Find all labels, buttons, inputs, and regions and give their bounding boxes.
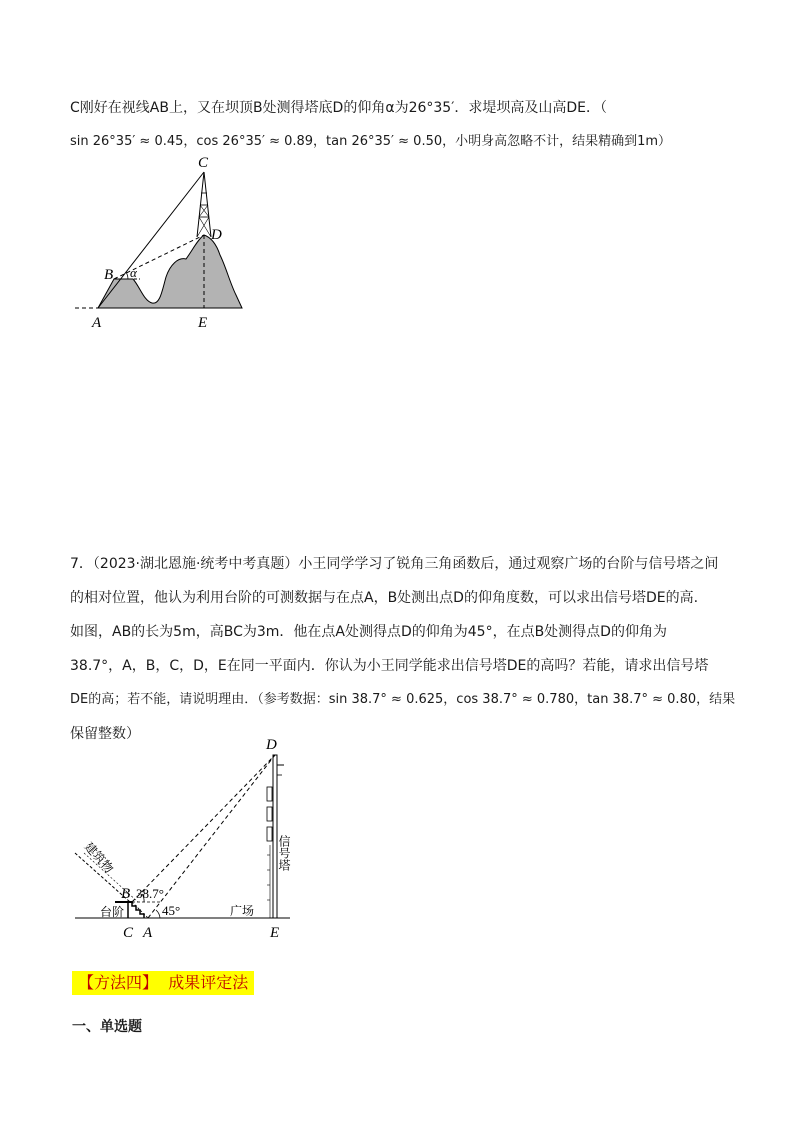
section-open-bracket: 【 [78,973,95,992]
section-method: 方法四 [94,973,143,992]
label-a: A [92,315,102,331]
problem6-figure [70,155,270,335]
label-d: D [266,737,277,753]
section-heading [72,971,254,995]
label-square: 广场 [230,904,255,918]
label-tower: 信号塔 [277,835,291,871]
problem7-line4: 38.7°，A，B，C，D，E在同一平面内．你认为小王同学能求出信号塔DE的高吗？若能，请求出信号塔 [70,658,709,674]
section-title: 成果评定法 [168,973,249,992]
problem6-line2: sin 26°35′ ≈ 0.45，cos 26°35′ ≈ 0.89，tan 26°35′ ≈ 0.50，小明身高忽略不计，结果精确到1m） [70,134,672,149]
label-a: A [143,925,153,941]
problem7-line2: 的相对位置，他认为利用台阶的可测数据与在点A，B处测出点D的仰角度数，可以求出信号塔DE的高. [70,590,699,606]
sight-line-ad [148,755,275,918]
label-c: C [123,925,134,941]
label-b: B [121,886,131,902]
label-alpha: α [130,265,137,280]
label-d: D [211,227,222,243]
label-building: 建筑物 [81,839,117,876]
problem7-text [70,546,736,742]
label-b: B [104,267,114,283]
label-angle-a: 45° [162,903,181,918]
problem7-line3: 如图，AB的长为5m，高BC为3m．他在点A处测得点D的仰角为45°，在点B处测得点D的仰角为 [70,624,667,640]
problem6-line1: C刚好在视线AB上，又在坝顶B处测得塔底D的仰角α为26°35′．求堤坝高及山高DE．（ [70,100,608,116]
section-close-bracket: 】 [142,973,159,992]
alpha-arc [126,272,128,279]
stairs [132,902,144,918]
label-steps: 台阶 [100,905,125,919]
label-e: E [198,315,208,331]
angle-a-arc [156,910,160,918]
problem7-line1: 7．（2023·湖北恩施·统考中考真题）小王同学学习了锐角三角函数后，通过观察广场的台阶与信号塔之间 [70,556,719,572]
label-c: C [198,155,209,171]
label-angle-b: 38.7° [136,886,164,901]
problem7-line6: 保留整数） [70,726,140,742]
problem7-line5: DE的高；若不能，请说明理由．（参考数据：sin 38.7° ≈ 0.625，cos 38.7° ≈ 0.780，tan 38.7° ≈ 0.80，结果 [70,692,736,707]
problem7-figure [70,735,300,945]
mountain-shape [98,235,242,308]
sight-line-bd [132,755,275,902]
subheading: 一、单选题 [72,1019,142,1035]
label-e: E [270,925,280,941]
